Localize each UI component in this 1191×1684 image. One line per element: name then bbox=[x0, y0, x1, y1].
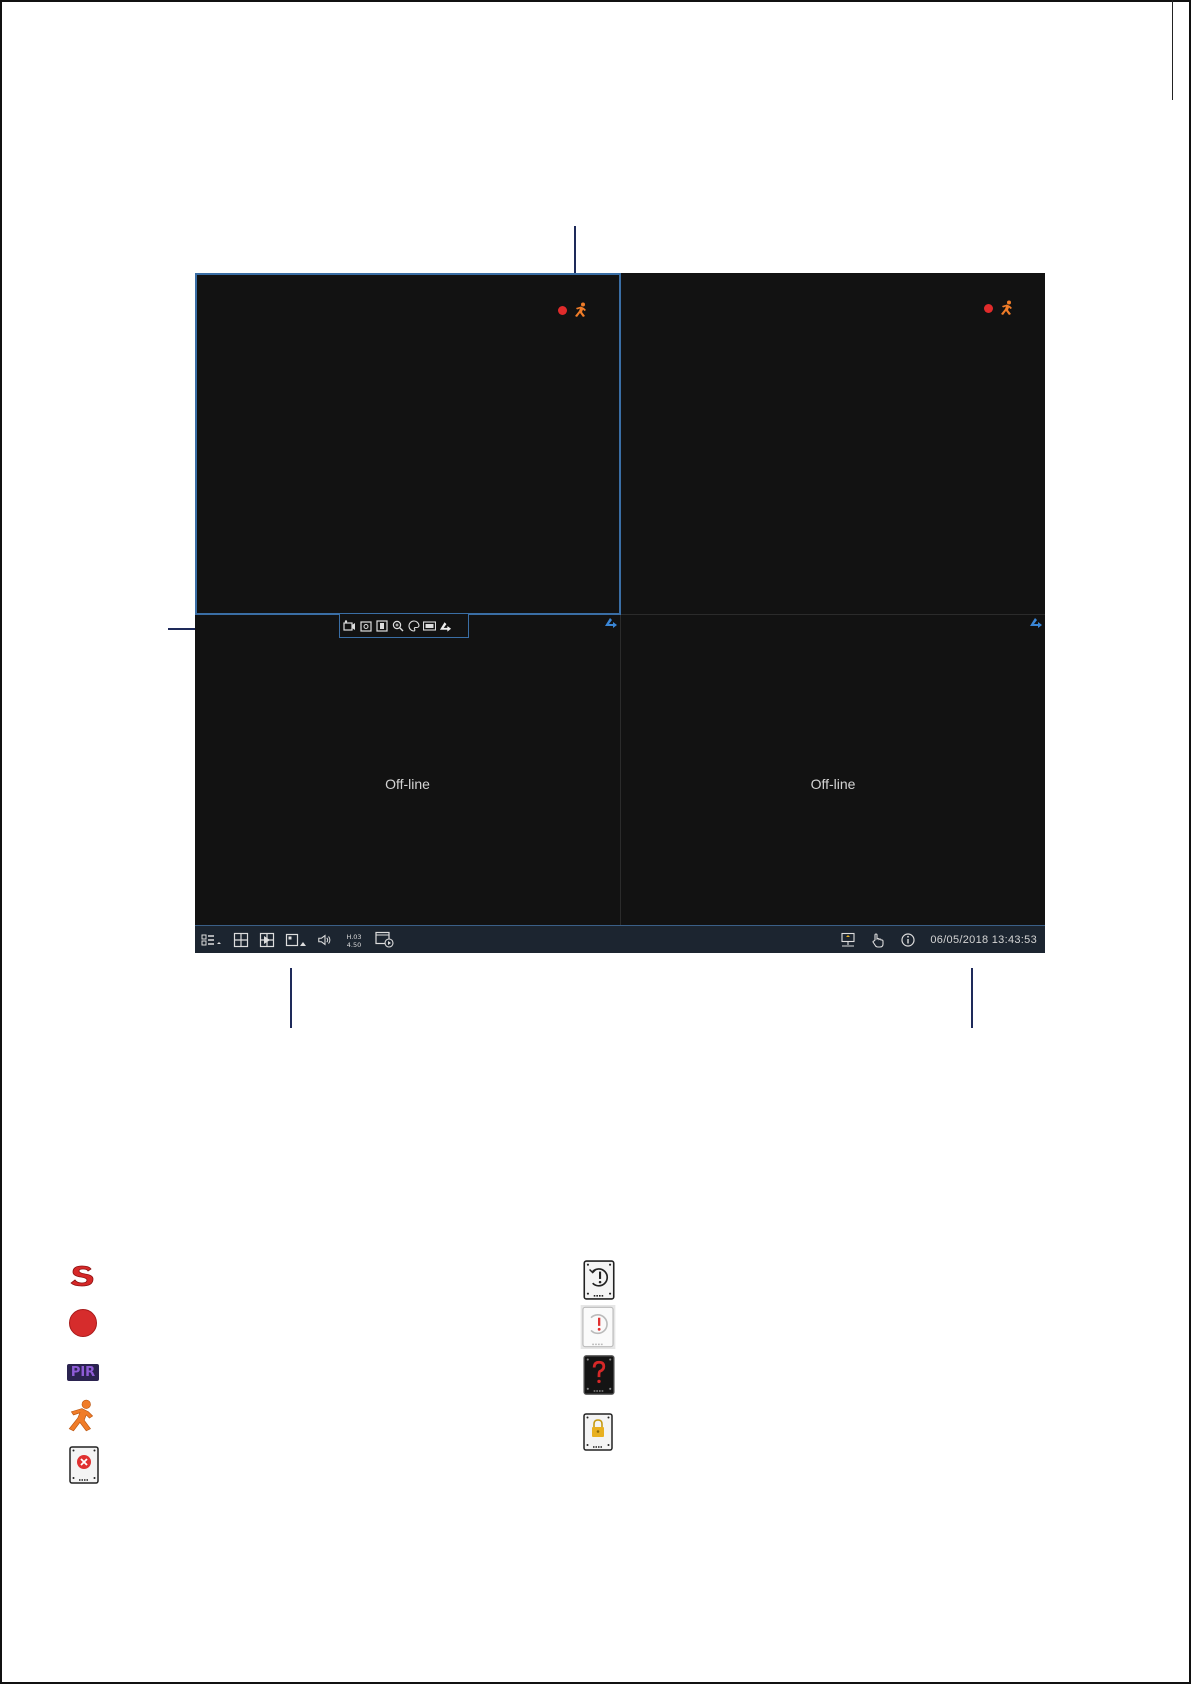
channel-1-tile[interactable] bbox=[195, 273, 621, 615]
offline-label: Off-line bbox=[385, 776, 430, 792]
hand-cursor-icon[interactable] bbox=[870, 932, 886, 948]
recording-icon bbox=[984, 304, 993, 313]
hdd-overwrite-icon bbox=[582, 1259, 616, 1301]
hdd-error-icon bbox=[68, 1445, 100, 1485]
bitrate-bottom: 4.50 bbox=[346, 941, 362, 948]
sequence-icon[interactable] bbox=[259, 932, 275, 948]
hdd-unknown-icon bbox=[582, 1353, 616, 1397]
taskbar bbox=[195, 925, 1045, 953]
channel-2-tile[interactable] bbox=[621, 273, 1045, 614]
info-icon[interactable] bbox=[900, 932, 916, 948]
record-icon[interactable] bbox=[343, 619, 356, 632]
offline-label: Off-line bbox=[810, 776, 856, 792]
color-icon[interactable] bbox=[407, 619, 420, 632]
channel-2-status-icons bbox=[984, 300, 1015, 316]
date-time: 06/05/2018 13:43:53 bbox=[930, 934, 1037, 946]
trim-mark bbox=[1172, 0, 1173, 100]
camera-settings-icon[interactable] bbox=[1029, 616, 1043, 628]
hdd-warning-icon bbox=[580, 1305, 616, 1349]
volume-icon[interactable] bbox=[317, 932, 333, 948]
bitrate-top: H.03 bbox=[346, 933, 362, 941]
playback-icon[interactable] bbox=[375, 619, 388, 632]
camera-settings-icon[interactable] bbox=[439, 619, 452, 632]
motion-icon bbox=[999, 300, 1015, 316]
stream-icon[interactable] bbox=[423, 619, 436, 632]
image-mode-icon[interactable] bbox=[285, 932, 307, 948]
quick-toolbar bbox=[339, 614, 469, 638]
channel-4-tile[interactable] bbox=[621, 615, 1045, 925]
recording-icon bbox=[558, 306, 567, 315]
split-screen-icon[interactable] bbox=[233, 932, 249, 948]
channel-3-tile[interactable] bbox=[195, 615, 620, 925]
motion-icon bbox=[62, 1398, 102, 1434]
recording-icon bbox=[68, 1308, 98, 1338]
start-menu-icon[interactable] bbox=[201, 932, 223, 948]
motion-icon bbox=[573, 302, 589, 318]
camera-settings-icon[interactable] bbox=[604, 616, 618, 628]
zoom-icon[interactable] bbox=[391, 619, 404, 632]
callout-line-taskbar-left bbox=[290, 968, 292, 1028]
hdd-locked-icon bbox=[582, 1411, 614, 1453]
smart-detection-icon bbox=[68, 1263, 98, 1289]
live-view-screen bbox=[195, 273, 1045, 953]
playback-window-icon[interactable] bbox=[375, 932, 395, 948]
bitrate-icon[interactable] bbox=[343, 932, 365, 948]
snapshot-icon[interactable] bbox=[359, 619, 372, 632]
pir-icon: PIR bbox=[64, 1359, 102, 1385]
callout-line-taskbar-right bbox=[971, 968, 973, 1028]
channel-1-status-icons bbox=[558, 302, 589, 318]
network-icon[interactable] bbox=[840, 932, 856, 948]
